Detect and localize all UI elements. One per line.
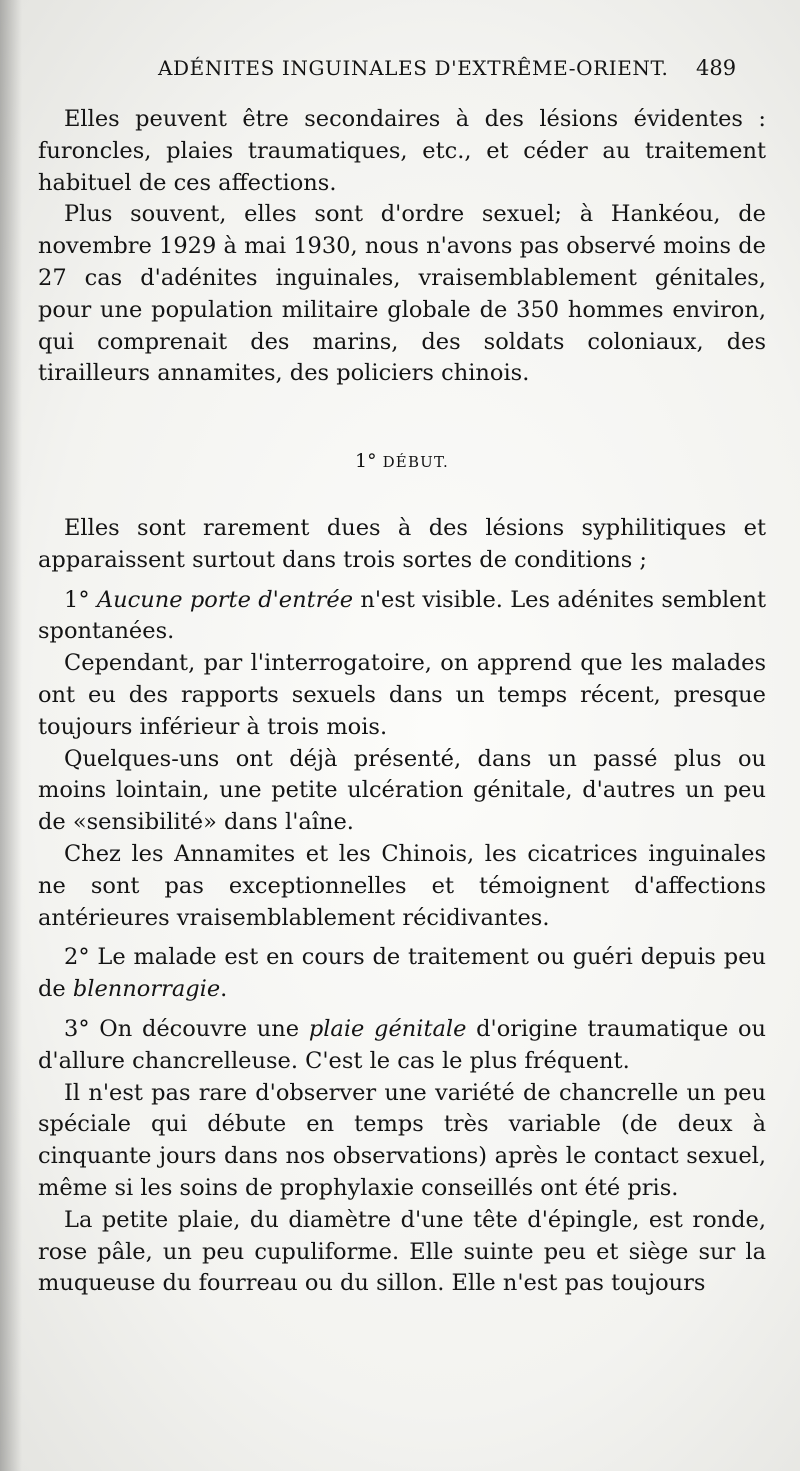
page-number: 489	[696, 56, 737, 80]
paragraph: Cependant, par l'interrogatoire, on apprend que les malades ont eu des rapports sexuels dans un temps récent, presque toujours inférieur à trois mois.	[38, 650, 766, 740]
text-run: On découvre une	[89, 1015, 309, 1042]
paragraph: La petite plaie, du diamètre d'une tête d'épingle, est ronde, rose pâle, un peu cupuliforme. Elle suinte peu et siège sur la muqueuse du fourreau ou du sillon. Elle n'est pas toujours	[38, 1206, 766, 1297]
italic-term: blennorragie	[72, 976, 221, 1003]
paragraph	[38, 585, 766, 649]
condition-number: 2°	[64, 944, 90, 971]
text-run: Le malade est en cours de traitement ou guéri depuis peu de	[38, 944, 766, 1003]
text-run: .	[220, 976, 228, 1003]
page-header	[0, 56, 800, 92]
paragraph: Elles sont rarement dues à des lésions syphilitiques et apparaissent surtout dans trois sortes de conditions ;	[38, 514, 766, 573]
paragraph: Quelques-uns ont déjà présenté, dans un passé plus ou moins lointain, une petite ulcération génitale, d'autres un peu de «sensibilité» dans l'aîne.	[38, 745, 766, 836]
condition-number: 1°	[64, 586, 90, 613]
section-heading	[38, 446, 766, 479]
running-title: ADÉNITES INGUINALES D'EXTRÊME-ORIENT.	[158, 56, 669, 80]
paragraph	[38, 942, 766, 1006]
text-run: d'origine traumatique ou d'allure chancrelleuse. C'est le cas le plus fréquent.	[38, 1015, 767, 1074]
paragraph	[38, 1014, 766, 1078]
section-title: DÉBUT.	[382, 453, 449, 472]
paragraph: Il n'est pas rare d'observer une variété de chancrelle un peu spéciale qui débute en temps très variable (de deux à cinquante jours dans nos observations) après le contact sexuel, même si les soins de prophylaxie conseillés ont été pris.	[38, 1079, 766, 1201]
paragraph: Chez les Annamites et les Chinois, les cicatrices inguinales ne sont pas exceptionnelles et témoignent d'affections antérieures vraisemblablement récidivantes.	[38, 840, 766, 931]
section-number: 1°	[355, 450, 377, 473]
text-run: n'est visible. Les adénites semblent spontanées.	[38, 586, 767, 645]
body-text	[38, 104, 766, 1300]
italic-term: Aucune porte d'entrée	[96, 586, 354, 613]
condition-number: 3°	[64, 1015, 90, 1042]
italic-term: plaie génitale	[308, 1015, 467, 1042]
paragraph: Plus souvent, elles sont d'ordre sexuel; à Hankéou, de novembre 1929 à mai 1930, nous n'avons pas observé moins de 27 cas d'adénites inguinales, vraisemblablement génitales, pour une population militaire globale de 350 hommes environ, qui comprenait des marins, des soldats coloniaux, des tirailleurs annamites, des policiers chinois.	[38, 201, 766, 387]
paragraph: Elles peuvent être secondaires à des lésions évidentes : furoncles, plaies traumatiques, etc., et céder au traitement habituel de ces affections.	[38, 106, 766, 196]
